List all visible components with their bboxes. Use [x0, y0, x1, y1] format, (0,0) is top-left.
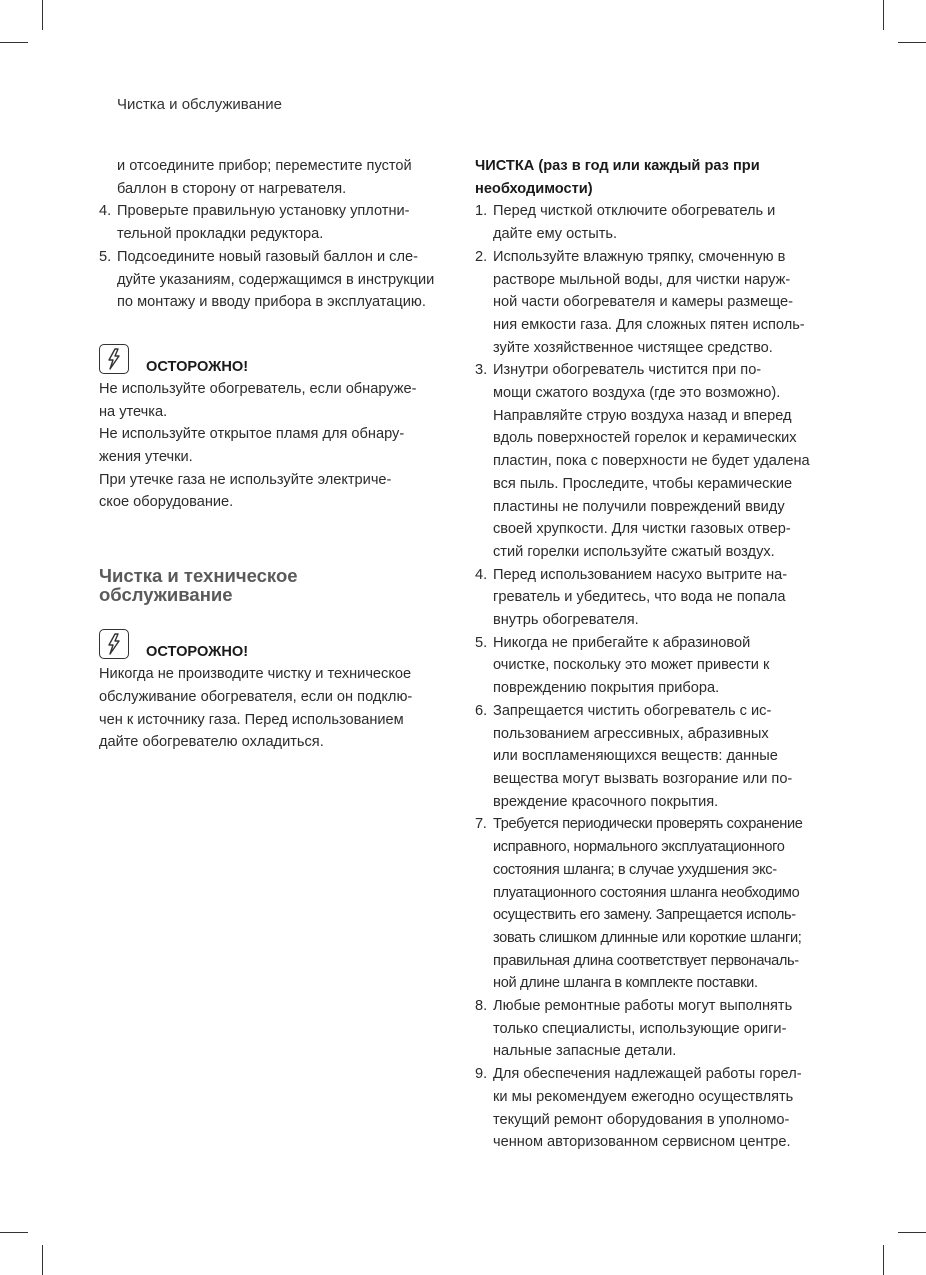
text-line: исправного, нормального эксплуатационного	[493, 839, 785, 856]
section-title-line: обслуживание	[99, 584, 233, 606]
text-line: пользованием агрессивных, абразивных	[493, 725, 769, 742]
text-line: Перед использованием насухо вытрите на-	[493, 566, 788, 583]
text-line: Изнутри обогреватель чистится при по-	[493, 362, 762, 379]
list-number: 1.	[475, 203, 488, 220]
text-line: Используйте влажную тряпку, смоченную в	[493, 248, 786, 265]
text-line: Никогда не производите чистку и техническое	[99, 666, 412, 683]
text-line: и отсоедините прибор; переместите пустой	[117, 158, 412, 174]
text-line: дайте обогревателю охладиться.	[99, 734, 324, 751]
text-line: или воспламеняющихся веществ: данные	[493, 748, 778, 765]
list-number: 3.	[475, 362, 488, 379]
text-line: греватель и убедитесь, что вода не попала	[493, 589, 786, 606]
text-line: Не используйте открытое пламя для обнару-	[99, 426, 405, 443]
text-line: нальные запасные детали.	[493, 1043, 677, 1060]
warning-text	[99, 378, 452, 514]
text-line: тельной прокладки редуктора.	[117, 226, 324, 243]
list-item	[475, 995, 827, 1063]
list-item	[475, 632, 827, 700]
list-item	[99, 246, 452, 314]
crop-mark-bottom-right-v	[883, 1245, 884, 1275]
text-line: Любые ремонтные работы могут выполнять	[493, 998, 793, 1015]
list-item	[99, 200, 452, 245]
text-line: правильная длина соответствует первоначаль-	[493, 952, 799, 969]
text-line: ния емкости газа. Для сложных пятен исполь-	[493, 316, 805, 333]
heading-line: необходимости)	[475, 180, 593, 197]
text-line: стий горелки используйте сжатый воздух.	[493, 543, 775, 560]
text-line: мощи сжатого воздуха (где это возможно).	[493, 385, 781, 402]
text-line: очистке, поскольку это может привести к	[493, 657, 770, 674]
list-number: 4.	[475, 566, 488, 583]
text-line: осуществить его замену. Запрещается исполь-	[493, 907, 796, 924]
crop-mark-top-right-v	[883, 0, 884, 30]
text-line: пластины не получили повреждений ввиду	[493, 498, 785, 515]
text-line: ной части обогревателя и камеры размеще-	[493, 294, 794, 311]
text-line: зуйте хозяйственное чистящее средство.	[493, 339, 773, 356]
text-line: дуйте указаниям, содержащимся в инструкции	[117, 271, 435, 288]
text-line: своей хрупкости. Для чистки газовых отвер-	[493, 521, 791, 538]
text-line: зовать слишком длинные или короткие шланги;	[493, 929, 802, 946]
text-line: ной длине шланга в комплекте поставки.	[493, 975, 758, 992]
list-number: 5.	[99, 248, 112, 265]
text-line: внутрь обогревателя.	[493, 612, 639, 629]
right-column	[475, 155, 827, 1154]
crop-mark-top-right-h	[898, 42, 926, 43]
list-number: 8.	[475, 998, 488, 1015]
text-line: Подсоедините новый газовый баллон и сле-	[117, 248, 418, 265]
text-line: Требуется периодически проверять сохранение	[493, 816, 803, 833]
crop-mark-bottom-left-h	[0, 1232, 28, 1233]
running-header: Чистка и обслуживание	[117, 96, 282, 113]
text-line: вреждение красочного покрытия.	[493, 793, 719, 810]
list-number: 4.	[99, 203, 112, 220]
text-line: по монтажу и вводу прибора в эксплуатацию.	[117, 294, 426, 311]
list-number: 7.	[475, 816, 487, 833]
text-line: ское оборудование.	[99, 494, 234, 511]
list-item	[475, 564, 827, 632]
warning-icon	[99, 629, 129, 659]
text-line: состояния шланга; в случае ухудшения экс-	[493, 861, 777, 878]
text-line: Не используйте обогреватель, если обнаруже-	[99, 380, 417, 397]
list-item	[475, 700, 827, 814]
text-line: плуатационного состояния шланга необходимо	[493, 884, 800, 901]
intro-continuation	[99, 155, 452, 200]
warning-text	[99, 663, 452, 754]
text-line: Проверьте правильную установку уплотни-	[117, 203, 410, 220]
heading-line: ЧИСТКА (раз в год или каждый раз при	[475, 158, 760, 174]
text-line: растворе мыльной воды, для чистки наруж-	[493, 271, 791, 288]
list-item	[475, 813, 827, 995]
list-item	[475, 1063, 827, 1154]
text-line: текущий ремонт оборудования в уполномо-	[493, 1111, 790, 1128]
section-title	[99, 566, 452, 604]
text-line: Для обеспечения надлежащей работы горел-	[493, 1066, 802, 1083]
text-line: Никогда не прибегайте к абразиновой	[493, 634, 751, 651]
section-title-line: Чистка и техническое	[99, 565, 298, 587]
text-line: дайте ему остыть.	[493, 226, 618, 243]
cleaning-heading	[475, 155, 827, 200]
list-item	[475, 246, 827, 360]
text-line: ки мы рекомендуем ежегодно осуществлять	[493, 1088, 794, 1105]
crop-mark-top-left-v	[42, 0, 43, 30]
text-line: Запрещается чистить обогреватель с ис-	[493, 702, 772, 719]
list-number: 9.	[475, 1066, 488, 1083]
text-line: вдоль поверхностей горелок и керамических	[493, 430, 797, 447]
crop-mark-top-left-h	[0, 42, 28, 43]
list-number: 6.	[475, 702, 488, 719]
text-line: ченном авторизованном сервисном центре.	[493, 1134, 791, 1151]
text-line: обслуживание обогревателя, если он подклю-	[99, 688, 413, 705]
list-item	[475, 359, 827, 563]
text-line: При утечке газа не используйте электриче-	[99, 471, 392, 488]
list-number: 5.	[475, 634, 488, 651]
text-line: только специалисты, использующие ориги-	[493, 1020, 787, 1037]
list-number: 2.	[475, 248, 488, 265]
left-column	[99, 155, 452, 754]
crop-mark-bottom-left-v	[42, 1245, 43, 1275]
text-line: чен к источнику газа. Перед использованием	[99, 711, 404, 728]
text-line: вся пыль. Проследите, чтобы керамические	[493, 475, 793, 492]
text-line: вещества могут вызвать возгорание или по-	[493, 770, 793, 787]
list-item	[475, 200, 827, 245]
warning-heading	[99, 344, 452, 378]
text-line: жения утечки.	[99, 449, 193, 466]
warning-title: ОСТОРОЖНО!	[146, 358, 249, 375]
warning-heading	[99, 629, 452, 663]
crop-mark-bottom-right-h	[898, 1232, 926, 1233]
text-line: на утечка.	[99, 403, 168, 420]
warning-icon	[99, 344, 129, 374]
text-line: Направляйте струю воздуха назад и вперед	[493, 407, 792, 424]
text-line: повреждению покрытия прибора.	[493, 680, 720, 697]
text-line: пластин, пока с поверхности не будет удалена	[493, 453, 810, 470]
text-line: баллон в сторону от нагревателя.	[117, 180, 347, 197]
text-line: Перед чисткой отключите обогреватель и	[493, 203, 776, 220]
warning-title: ОСТОРОЖНО!	[146, 644, 249, 661]
